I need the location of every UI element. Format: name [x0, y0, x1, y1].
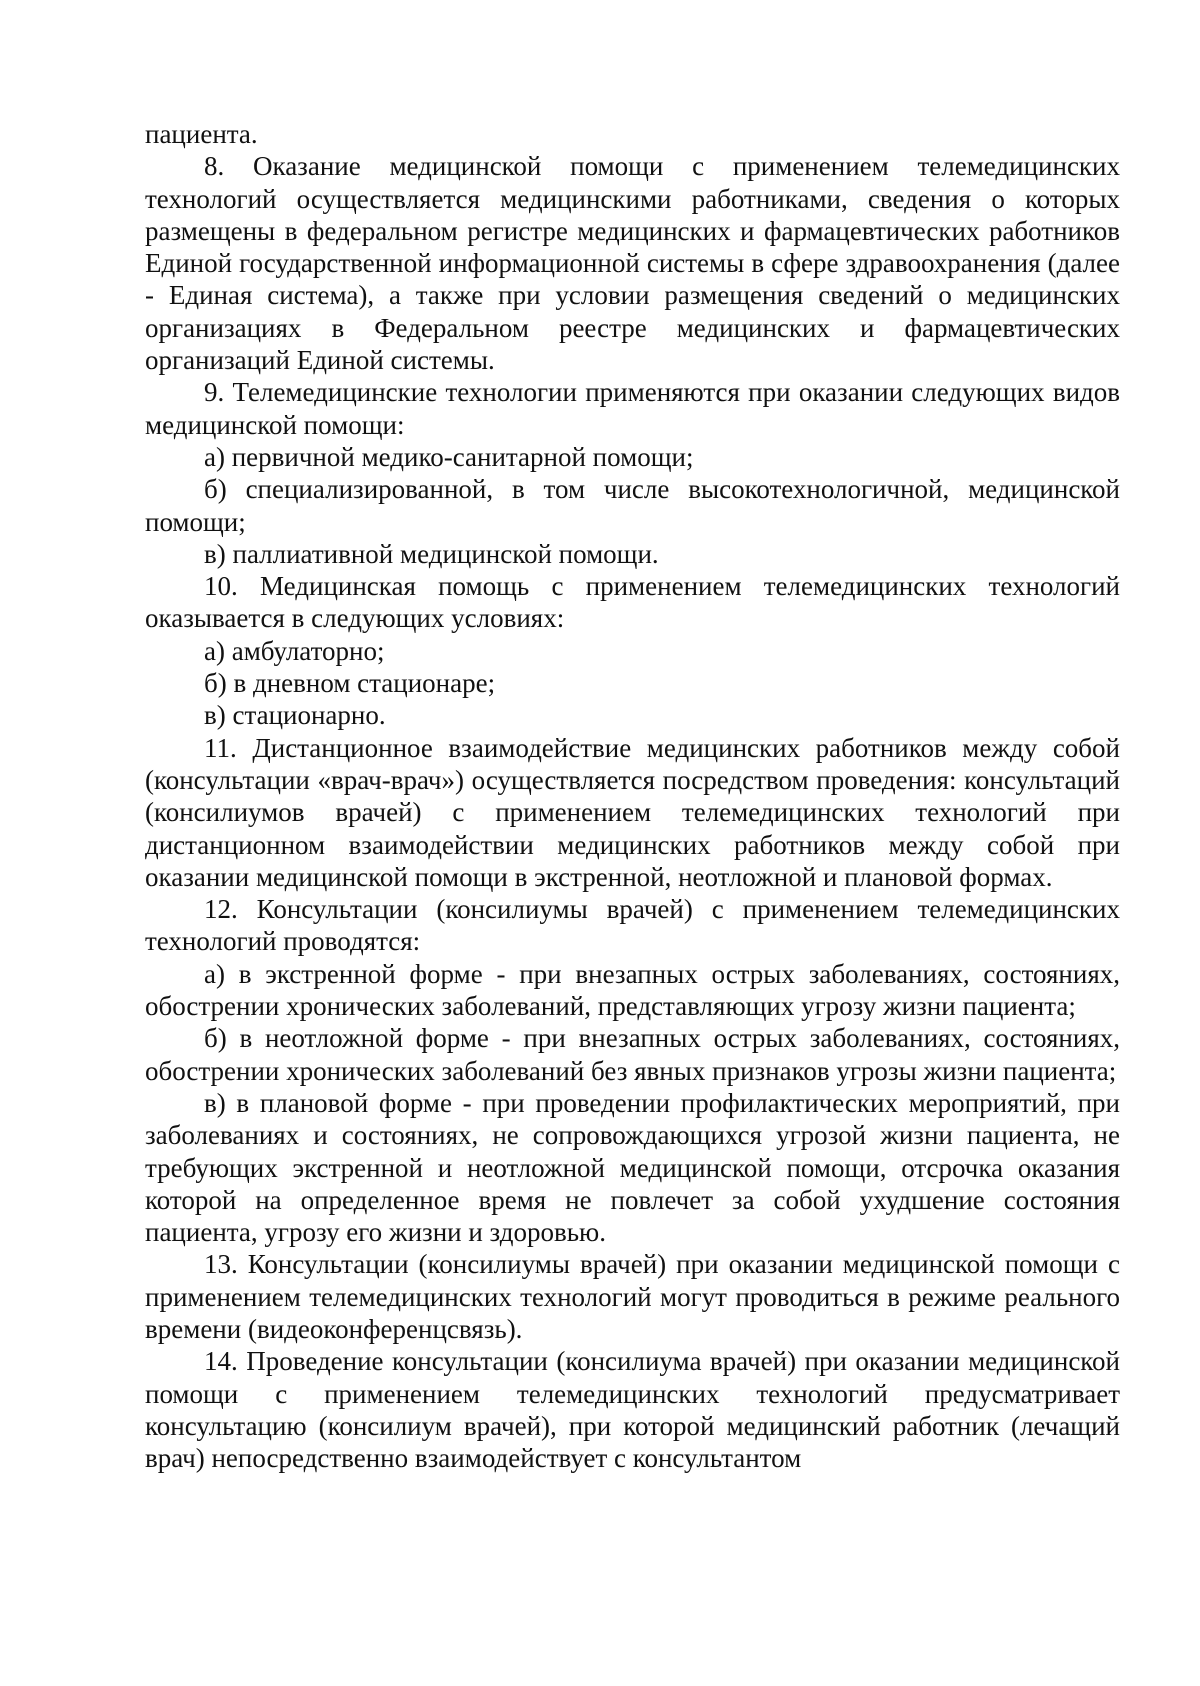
paragraph-10-item-b: б) в дневном стационаре;	[204, 668, 496, 699]
paragraph-9-item-c: в) паллиативной медицинской помощи.	[204, 538, 659, 569]
paragraph-9-item-b: б) специализированной, в том числе высокотехнологичной, медицинской помощи;	[145, 474, 1120, 537]
paragraph-10-item-a: а) амбулаторно;	[204, 635, 385, 666]
paragraph-13: 13. Консультации (консилиумы врачей) при оказании медицинской помощи с применением телемедицинских технологий могут проводиться в режиме реального времени (видеоконференцсвязь).	[145, 1249, 1120, 1344]
paragraph-continuation: пациента.	[145, 119, 258, 149]
paragraph-12-item-b: б) в неотложной форме - при внезапных острых заболеваниях, состояниях, обострении хронических заболеваний без явных признаков угрозы жизни пациента;	[145, 1023, 1120, 1086]
paragraph-12-item-c: в) в плановой форме - при проведении профилактических мероприятий, при заболеваниях и состояниях, не сопровождающихся угрозой жизни пациента, не требующих экстренной и неотложной медицинской помощи, отсрочка оказания которой на определенное время не повлечет за собой ухудшение состояния пациента, угрозу его жизни и здоровью.	[145, 1087, 1120, 1248]
document-page	[145, 118, 1120, 1474]
paragraph-11: 11. Дистанционное взаимодействие медицинских работников между собой (консультации «врач-врач») осуществляется посредством проведения: консультаций (консилиумов врачей) с применением телемедицинских технологий при дистанционном взаимодействии медицинских работников между собой при оказании медицинской помощи в экстренной, неотложной и плановой формах.	[145, 732, 1120, 892]
paragraph-10-item-c: в) стационарно.	[204, 700, 386, 731]
paragraph-9: 9. Телемедицинские технологии применяются при оказании следующих видов медицинской помощи:	[145, 377, 1120, 440]
paragraph-14: 14. Проведение консультации (консилиума врачей) при оказании медицинской помощи с применением телемедицинских технологий предусматривает консультацию (консилиум врачей), при которой медицинский работник (лечащий врач) непосредственно взаимодействует с консультантом	[145, 1346, 1120, 1474]
paragraph-12-item-a: а) в экстренной форме - при внезапных острых заболеваниях, состояниях, обострении хронических заболеваний, представляющих угрозу жизни пациента;	[145, 958, 1120, 1022]
paragraph-9-item-a: а) первичной медико-санитарной помощи;	[204, 441, 694, 472]
paragraph-8: 8. Оказание медицинской помощи с применением телемедицинских технологий осуществляется медицинскими работниками, сведения о которых размещены в федеральном регистре медицинских и фармацевтических работников Единой государственной информационной системы в сфере здравоохранения (далее - Единая система), а также при условии размещения сведений о медицинских организациях в Федеральном реестре медицинских и фармацевтических организаций Единой системы.	[145, 151, 1120, 376]
paragraph-10: 10. Медицинская помощь с применением телемедицинских технологий оказывается в следующих условиях:	[145, 571, 1120, 634]
paragraph-12: 12. Консультации (консилиумы врачей) с применением телемедицинских технологий проводятся:	[145, 894, 1120, 957]
